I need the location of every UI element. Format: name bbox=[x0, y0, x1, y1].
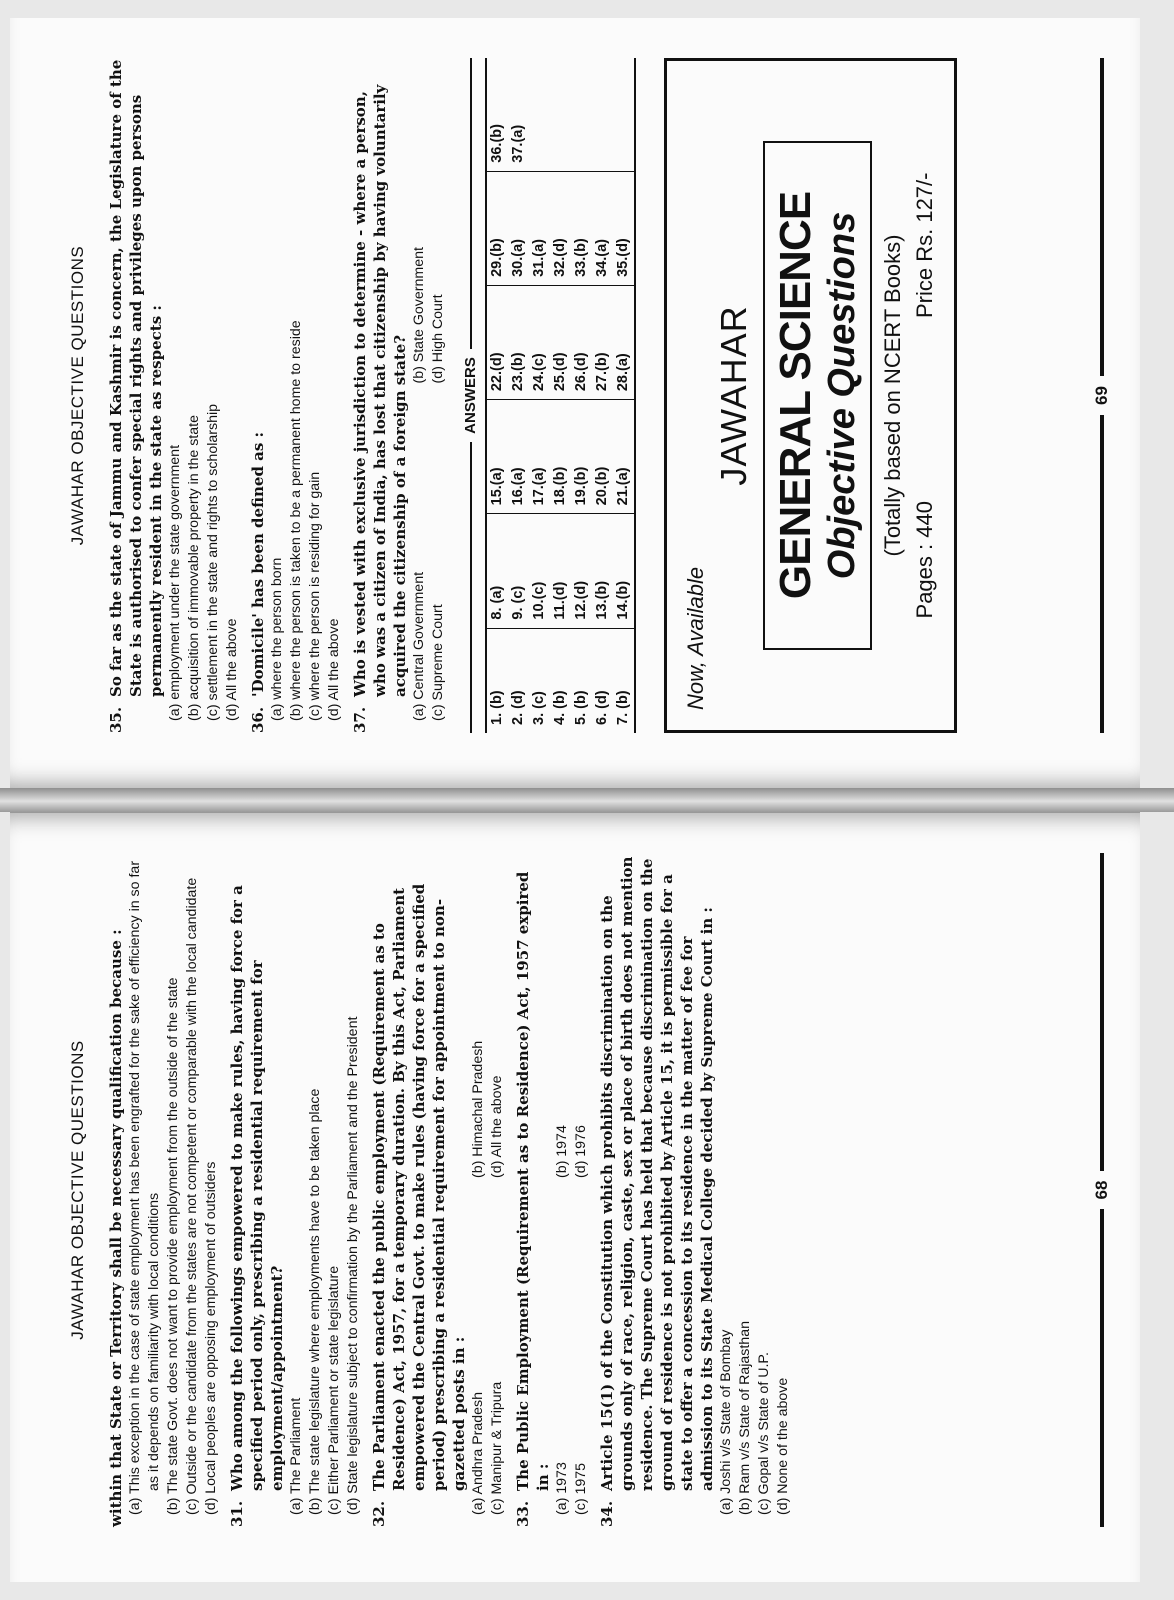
answers-row bbox=[550, 58, 571, 733]
option: (a) Central Government bbox=[411, 571, 427, 721]
answer-cell: 3. (c) bbox=[531, 691, 547, 725]
page-header: JAWAHAR OBJECTIVE QUESTIONS bbox=[68, 1040, 87, 1340]
page-footer bbox=[1092, 853, 1112, 1527]
question-number: 32. bbox=[370, 1500, 388, 1527]
option: (b) acquisition of immovable property in the state bbox=[186, 415, 202, 721]
option: (a) Andhra Pradesh bbox=[470, 1391, 486, 1515]
option: (b) Himachal Pradesh bbox=[470, 1040, 486, 1178]
answer-cell: 35.(d) bbox=[613, 171, 635, 285]
answers-row bbox=[486, 58, 508, 733]
option: (d) All the above bbox=[326, 618, 342, 721]
answers-row bbox=[571, 58, 592, 733]
option: (c) Supreme Court bbox=[430, 604, 446, 721]
question-text: The Parliament enacted the public employment (Requirement as to Residence) Act, 1957, for a temporary duration. By this Act, Parliament empowered the Central Govt. to make rules (having force for a specified period) prescribing a residential requirement for appointment to non-gazetted posts in : bbox=[370, 883, 468, 1491]
question-32 bbox=[369, 853, 469, 1527]
question-33 bbox=[513, 853, 553, 1527]
answer-cell: 26.(d) bbox=[571, 285, 592, 399]
page-header: JAWAHAR OBJECTIVE QUESTIONS bbox=[68, 245, 87, 546]
book-advertisement bbox=[664, 58, 957, 733]
question-text: So far as the state of Jammu and Kashmir is concern, the Legislature of the State is authorised to confer special rights and privileges upon persons permanently resident in the state as respects : bbox=[107, 59, 165, 697]
question-text: The Public Employment (Requirement as to Residence) Act, 1957 expired in : bbox=[514, 871, 552, 1491]
option: (c) where the person is residing for gain bbox=[307, 471, 323, 721]
question-34 bbox=[597, 853, 717, 1527]
answer-cell: 21.(a) bbox=[613, 400, 635, 514]
answers-row bbox=[508, 58, 529, 733]
answer-cell: 23.(b) bbox=[508, 285, 529, 399]
ad-note: (Totally based on NCERT Books) bbox=[880, 234, 905, 557]
option: (d) All the above bbox=[489, 1075, 505, 1178]
question-text: Who is vested with exclusive jurisdiction to determine - where a person, who was a citizen of India, has lost that citizenship by having voluntarily acquired the citizenship of a foreign state? bbox=[351, 84, 409, 697]
question-31 bbox=[227, 853, 287, 1527]
answer-cell: 9. (c) bbox=[508, 514, 529, 628]
book-gutter bbox=[0, 788, 1174, 812]
answer-cell: 22.(d) bbox=[486, 285, 508, 399]
answers-table bbox=[485, 58, 636, 733]
option: (c) Either Parliament or state legislature bbox=[326, 1265, 342, 1515]
question-text: 'Domicile' has been defined as : bbox=[249, 431, 267, 697]
answer-cell bbox=[613, 58, 635, 171]
option-row bbox=[469, 853, 488, 1527]
footer-rule bbox=[1100, 58, 1104, 376]
footer-rule bbox=[1100, 415, 1104, 733]
answer-cell: 20.(b) bbox=[592, 400, 613, 514]
answer-cell: 36.(b) bbox=[486, 58, 508, 171]
option-row bbox=[488, 853, 507, 1527]
answer-cell: 17.(a) bbox=[529, 400, 550, 514]
answer-cell: 28.(a) bbox=[613, 285, 635, 399]
question-text: Who among the followings empowered to make rules, having force for a specified period only, prescribing a residential requirement for employment/appointment? bbox=[228, 885, 286, 1491]
answer-cell: 16.(a) bbox=[508, 400, 529, 514]
answers-row bbox=[529, 58, 550, 733]
answer-cell: 6. (d) bbox=[594, 690, 610, 725]
question-36 bbox=[248, 58, 268, 733]
question-number: 37. bbox=[351, 706, 369, 733]
footer-rule bbox=[1100, 1209, 1104, 1527]
ad-now-available: Now, Available bbox=[683, 566, 708, 710]
page-footer bbox=[1092, 58, 1112, 733]
answer-cell: 14.(b) bbox=[613, 514, 635, 628]
option: (a) 1973 bbox=[554, 1462, 570, 1515]
option: (d) 1976 bbox=[573, 1125, 589, 1178]
question-number: 35. bbox=[107, 706, 125, 733]
option: (c) 1975 bbox=[573, 1462, 589, 1515]
answer-cell: 19.(b) bbox=[571, 400, 592, 514]
answer-cell bbox=[529, 58, 550, 171]
answer-cell: 27.(b) bbox=[592, 285, 613, 399]
answer-cell: 24.(c) bbox=[529, 285, 550, 399]
option: (d) Local peoples are opposing employment of outsiders bbox=[203, 1161, 219, 1515]
question-number: 31. bbox=[228, 1500, 246, 1527]
question-37 bbox=[350, 58, 410, 733]
footer-rule bbox=[1100, 853, 1104, 1171]
option: (b) 1974 bbox=[554, 1125, 570, 1178]
option-row bbox=[572, 853, 591, 1527]
option: (a) where the person born bbox=[269, 557, 285, 721]
option-row bbox=[410, 58, 429, 733]
question-text: Article 15(1) of the Constitution which prohibits discrimination on the grounds only of race, religion, caste, sex or place of birth does not mention residence. The Supreme Court has held that because discrimination on the ground of residence is not prohibited by Article 15, it is permissible for a state to offer a concession to its residence in the matter of fee for admission to its State Medical College decided by Supreme Court in : bbox=[598, 856, 716, 1491]
option: (d) High Court bbox=[430, 294, 446, 384]
question-number: 33. bbox=[514, 1500, 532, 1527]
answer-cell: 10.(c) bbox=[529, 514, 550, 628]
answer-cell bbox=[592, 58, 613, 171]
option: (a) The Parliament bbox=[288, 1397, 304, 1515]
answers-title: ANSWERS bbox=[462, 357, 479, 434]
answers-row bbox=[613, 58, 635, 733]
answer-cell: 8. (a) bbox=[486, 514, 508, 628]
answer-cell: 1. (b) bbox=[489, 690, 505, 725]
option: (c) settlement in the state and rights to scholarship bbox=[205, 403, 221, 721]
ad-title-line2: Objective Questions bbox=[821, 211, 863, 580]
answer-cell: 13.(b) bbox=[592, 514, 613, 628]
option: (b) The state Govt. does not want to provide employment from the outside of the state bbox=[165, 977, 181, 1515]
answer-cell: 31.(a) bbox=[529, 171, 550, 285]
option: (d) None of the above bbox=[775, 1377, 791, 1515]
option-row bbox=[429, 58, 448, 733]
ad-pages: Pages : 440 bbox=[912, 501, 937, 619]
answer-cell bbox=[550, 58, 571, 171]
answer-cell: 37.(a) bbox=[508, 58, 529, 171]
answer-cell: 25.(d) bbox=[550, 285, 571, 399]
option: (d) State legislature subject to confirmation by the Parliament and the President bbox=[345, 1016, 361, 1515]
ad-meta bbox=[912, 81, 938, 710]
ad-title-line1: GENERAL SCIENCE bbox=[771, 191, 820, 600]
answer-cell bbox=[571, 58, 592, 171]
answer-cell: 34.(a) bbox=[592, 171, 613, 285]
page-69 bbox=[10, 18, 1140, 788]
question-number: 34. bbox=[598, 1500, 616, 1527]
answers-rule bbox=[470, 58, 472, 349]
option: (a) This exception in the case of state employment has been engrafted for the sake of efficiency in so far as it depends on familiarity with local conditions bbox=[127, 860, 162, 1515]
answer-cell: 2. (d) bbox=[510, 690, 526, 725]
ad-brand: JAWAHAR bbox=[713, 305, 754, 486]
option-row bbox=[553, 853, 572, 1527]
answer-cell: 29.(b) bbox=[486, 171, 508, 285]
answer-cell: 32.(d) bbox=[550, 171, 571, 285]
option: (d) All the above bbox=[224, 618, 240, 721]
page-number: 68 bbox=[1092, 1180, 1111, 1200]
answer-cell: 5. (b) bbox=[573, 690, 589, 725]
answer-cell: 30.(a) bbox=[508, 171, 529, 285]
option: (c) Manipur & Tripura bbox=[489, 1381, 505, 1515]
answer-cell: 4. (b) bbox=[552, 690, 568, 725]
option: (b) Ram v/s State of Rajasthan bbox=[737, 1321, 753, 1515]
option: (b) where the person is taken to be a permanent home to reside bbox=[288, 320, 304, 721]
question-number: 36. bbox=[249, 706, 267, 733]
continued-question-text: within that State or Territory shall be necessary qualification because : bbox=[107, 929, 125, 1527]
option: (a) Joshi v/s State of Bombay bbox=[718, 1329, 734, 1515]
option: (c) Outside or the candidate from the states are not competent or comparable with the local candidate bbox=[184, 877, 200, 1515]
answer-cell: 12.(d) bbox=[571, 514, 592, 628]
ad-price: Price Rs. 127/- bbox=[912, 172, 937, 319]
option: (b) State Government bbox=[411, 247, 427, 384]
option: (a) employment under the state government bbox=[167, 444, 183, 721]
answer-cell: 11.(d) bbox=[550, 514, 571, 628]
question-35 bbox=[106, 58, 166, 733]
answer-cell: 15.(a) bbox=[486, 400, 508, 514]
answers-heading bbox=[462, 58, 479, 733]
answer-cell: 7. (b) bbox=[615, 690, 631, 725]
answers-row bbox=[592, 58, 613, 733]
option: (c) Gopal v/s State of U.P. bbox=[756, 1352, 772, 1515]
answers-rule bbox=[470, 442, 472, 733]
page-number: 69 bbox=[1092, 386, 1111, 405]
ad-title-box bbox=[763, 141, 872, 650]
page-68 bbox=[10, 812, 1140, 1582]
answer-cell: 18.(b) bbox=[550, 400, 571, 514]
answer-cell: 33.(b) bbox=[571, 171, 592, 285]
option: (b) The state legislature where employments have to be taken place bbox=[307, 1088, 323, 1515]
